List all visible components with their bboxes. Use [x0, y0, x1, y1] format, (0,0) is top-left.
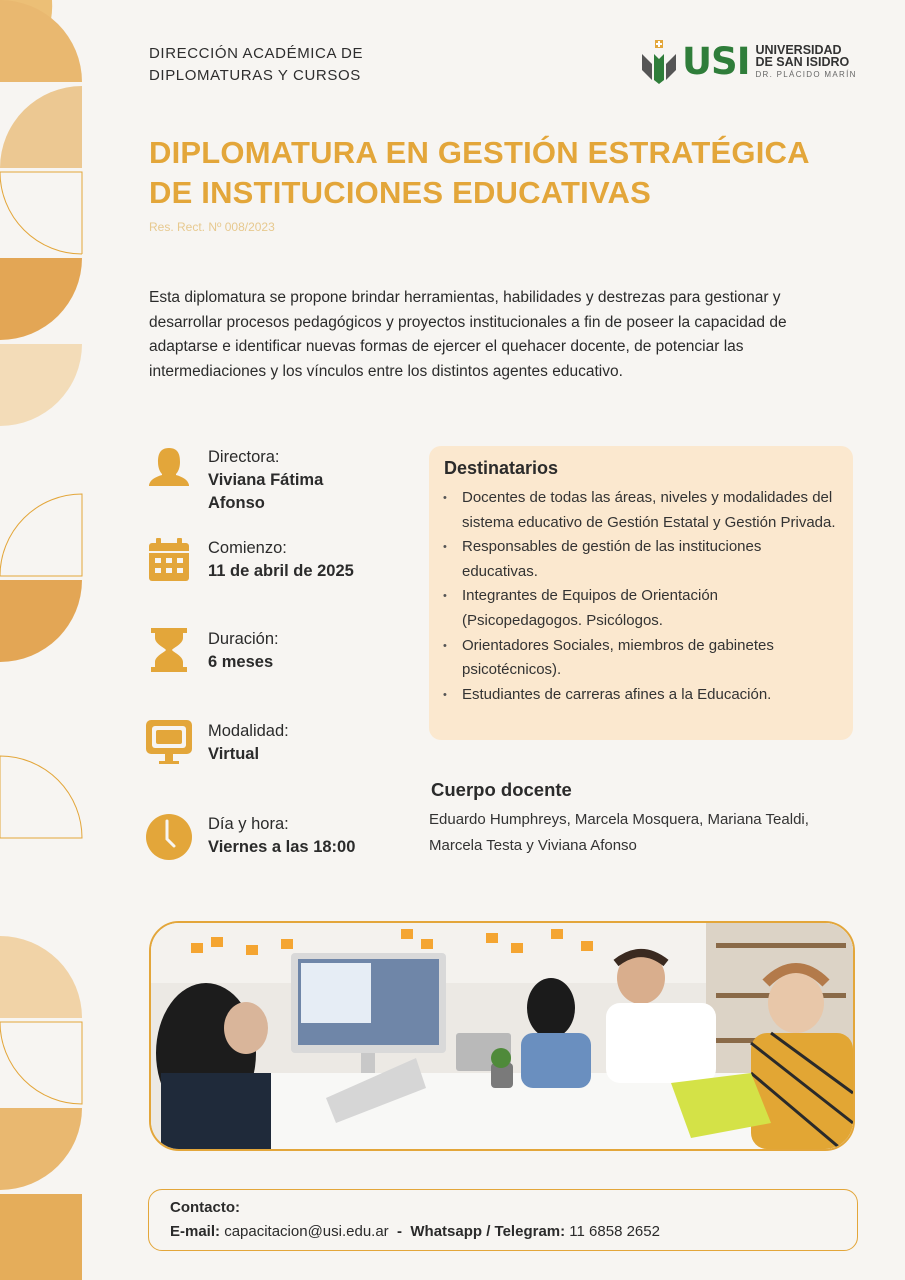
person-icon — [145, 446, 193, 494]
dia-hora-value: Viernes a las 18:00 — [208, 838, 356, 856]
comienzo-value: 11 de abril de 2025 — [208, 562, 354, 580]
department-heading — [149, 43, 363, 87]
cuerpo-docente-names: Eduardo Humphreys, Marcela Mosquera, Mariana Tealdi, Marcela Testa y Viviana Afonso — [429, 811, 809, 854]
usi-acronym: USI — [682, 40, 750, 83]
list-item: • Estudiantes de carreras afines a la Educación. — [441, 683, 841, 708]
dia-hora-label: Día y hora: — [208, 815, 289, 833]
directora-name-line-1: Viviana Fátima — [208, 471, 324, 489]
intro-paragraph: Esta diplomatura se propone brindar herramientas, habilidades y destrezas para gestionar y desarrollar procesos pedagógicos y proyectos institucionales a fin de poseer la capacidad de adaptarse e identificar nuevas formas de ejercer el quehacer docente, de potenciar las intermediaciones y los vínculos entre los distintos agentes educativo. — [149, 289, 787, 380]
modalidad-value: Virtual — [208, 745, 260, 763]
hourglass-icon — [145, 628, 193, 676]
info-comienzo — [145, 537, 405, 593]
destinatarios-list — [441, 486, 841, 707]
usi-emblem-icon — [640, 40, 678, 84]
contact-label: Contacto: — [170, 1199, 240, 1216]
phone-label: Whatsapp / Telegram: — [410, 1223, 566, 1240]
department-line-2: DIPLOMATURAS Y CURSOS — [149, 67, 361, 84]
cuerpo-docente-title: Cuerpo docente — [431, 779, 572, 800]
info-duracion — [145, 628, 405, 684]
resolution-number: Res. Rect. Nº 008/2023 — [149, 220, 275, 234]
usi-logo — [640, 40, 865, 84]
destinatarios-title: Destinatarios — [444, 458, 559, 478]
decorative-border-shapes — [0, 0, 86, 1280]
clock-icon — [145, 813, 193, 861]
contact-box — [148, 1189, 858, 1251]
logo-line-2: DE SAN ISIDRO — [755, 54, 850, 69]
logo-line-1: UNIVERSIDAD — [755, 42, 842, 57]
info-dia-hora — [145, 813, 405, 869]
info-directora — [145, 446, 405, 512]
directora-name-line-2: Afonso — [208, 494, 265, 512]
title-line-2: DE INSTITUCIONES EDUCATIVAS — [149, 175, 652, 210]
list-item: • Responsables de gestión de las instituciones educativas. — [441, 535, 841, 584]
department-line-1: DIRECCIÓN ACADÉMICA DE — [149, 45, 364, 62]
list-item: • Orientadores Sociales, miembros de gabinetes psicotécnicos). — [441, 634, 841, 683]
email-label: E-mail: — [170, 1223, 221, 1240]
directora-label: Directora: — [208, 448, 280, 466]
duracion-label: Duración: — [208, 630, 279, 648]
contact-separator: - — [397, 1223, 403, 1240]
contact-line — [170, 1223, 660, 1240]
modalidad-label: Modalidad: — [208, 722, 289, 740]
info-modalidad — [145, 720, 405, 776]
calendar-icon — [145, 537, 193, 585]
classroom-photo — [149, 921, 855, 1151]
email-link[interactable]: capacitacion@usi.edu.ar — [224, 1223, 389, 1240]
monitor-icon — [145, 720, 193, 768]
comienzo-label: Comienzo: — [208, 539, 287, 557]
page-title — [149, 133, 869, 213]
logo-line-3: DR. PLÁCIDO MARÍN — [755, 69, 857, 79]
usi-name — [755, 44, 856, 81]
list-item: • Docentes de todas las áreas, niveles y modalidades del sistema educativo de Gestión Estatal y Gestión Privada. — [441, 486, 841, 535]
list-item: • Integrantes de Equipos de Orientación (Psicopedagogos. Psicólogos. — [441, 584, 841, 633]
duracion-value: 6 meses — [208, 653, 274, 671]
destinatarios-box — [429, 446, 853, 740]
title-line-1: DIPLOMATURA EN GESTIÓN ESTRATÉGICA — [149, 135, 810, 170]
classroom-illustration — [151, 923, 853, 1149]
phone-number[interactable]: 11 6858 2652 — [569, 1223, 660, 1240]
